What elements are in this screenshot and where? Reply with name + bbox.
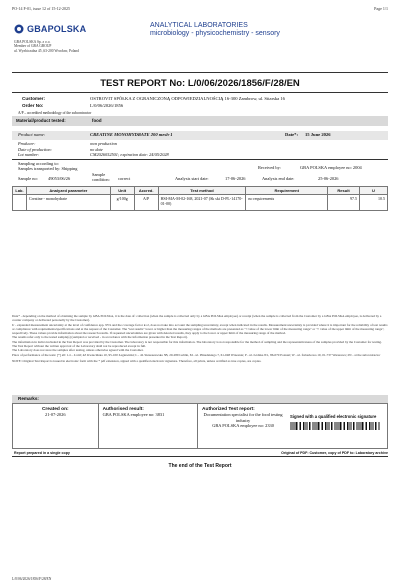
results-header-row <box>13 187 388 195</box>
cell-method: HSI-MA-M-02-168, 2021-07 (Sk ski D-PL-14170-01-00) <box>158 195 246 211</box>
customer-value: OSTROVIT SPÓŁKA Z OGRANICZONĄ ODPOWIEDZIALNOŚCIĄ 16-300 Zambrow, ul. Sitarska 16 <box>90 96 285 101</box>
notes-block <box>12 314 388 363</box>
authorised-label: Authorised result: <box>102 407 144 412</box>
col-result: Result <box>328 187 360 195</box>
received-label: Received by: <box>258 165 282 170</box>
analysis-end-label: Analysis end date: <box>262 176 295 181</box>
cell-unit: g/100g <box>110 195 134 211</box>
col-lab: Lab. <box>13 187 27 195</box>
note-original: NOTE: Original Test Report is issued in electronic form with the * pdf extension, signed with a qualified electronic signature. Therefore, all prints, unless certified as true copies, are copies. <box>12 358 262 363</box>
company-logo <box>14 24 86 34</box>
table-row <box>13 195 388 211</box>
divider <box>12 159 388 160</box>
original-pdf-note: Original of PDF: Customer, copy of PDF to: Laboratory archive <box>281 451 388 455</box>
lab-title-line1: ANALYTICAL LABORATORIES <box>150 22 248 29</box>
sampling-labels <box>18 161 77 172</box>
logo-text: GBAPOLSKA <box>27 24 87 34</box>
lab-title-line2: microbiology - physicochemistry - sensory <box>150 30 280 37</box>
cell-uncertainty: 10.5 <box>360 195 388 211</box>
logo-mark-icon <box>14 24 24 34</box>
col-accred: Accred. <box>134 187 158 195</box>
transport-value: Shipping <box>61 166 78 172</box>
created-label: Created on: <box>41 407 69 412</box>
note-results: The results refer only to the tested sample(s) (sampled or received - in accordance with the information presented in the Test Report). <box>12 335 188 340</box>
product-name-label: Product name: <box>18 132 46 137</box>
report-title: TEST REPORT No: L/0/06/2026/1856/F/28/EN <box>100 78 300 89</box>
authorized-report-role: Documentation specialist for the food testing industry <box>203 412 283 423</box>
material-label: Material/product tested: <box>16 118 66 123</box>
signature-barcode-icon <box>290 422 380 430</box>
page-number: Page 1/1 <box>374 6 388 11</box>
note-place: Place of performance of the tests: [*] all: 1-L - Łódź; 4Z Kwiecińska 10, 95-100 Łagiewniki; L - 4L Skrzeszewska 5B, 20-289 Lublin, M - ul. Piłsudskiego 7, 61-048 Wrzesnia; P - ul. Łódzka 8/1, 86-070 Poznań; W - ul. Żeberkowa 10, 01-737 Warszawa; 2N - at the subcontractor <box>12 352 381 357</box>
col-uncertainty: U <box>360 187 388 195</box>
note-uncertainty: U - expanded measurement uncertainty at the level of confidence app. 95% and the coverage factor k=2, does not take into account the sampling uncertainty, except when indicated in the results. Measurement uncertainty is provided where it is important for the reliability of test results or compliance with requirements/specifications and at the request of the Customer. The "test results" lower or higher than the measuring ranges of the methods are presented as "< value of the lower limit of the measuring range" or "> value of the upper limit of the measuring range", respectively. These values provide information about the research results. If requested uncertainties are given with detected results, they apply to the lower or upper limit of the measuring range of the method. <box>12 322 388 336</box>
end-of-report: The end of the Test Report <box>168 463 232 469</box>
authorised-cell <box>99 404 198 448</box>
product-name-value: CREATINE MONOHYDRATE 200 mesh-1 <box>90 132 173 137</box>
lot-number-label: Lot number: <box>18 152 40 157</box>
product-details-labels <box>18 141 52 158</box>
authorized-report-label: Authorized Test report: <box>202 407 255 412</box>
cell-parameter: Creatine - monohydrate <box>26 195 110 211</box>
product-date-value: 15 June 2026 <box>305 132 331 137</box>
authorized-report-employee: GBA POLSKA employee no: 2330 <box>212 423 274 429</box>
condition-value: correct <box>118 176 131 181</box>
company-address <box>14 40 134 53</box>
cell-result: 97.5 <box>328 195 360 211</box>
divider <box>12 456 388 457</box>
producer-value: own production <box>90 141 117 146</box>
footer-report-id: L/0/06/2026/1856/F/28/EN <box>12 577 52 581</box>
note-date: Date* - depending on the method of obtaining the sample by GBA POLSKA, it is the date of: collection (when the sample is collected only by a GBA POLSKA employee) or receipt (when the sample is collected from the Customer by a GBA POLSKA employee, is delivered by a courier company or delivered personally by the Customer). <box>12 314 382 323</box>
divider <box>12 72 388 73</box>
condition-label: Sample condition: <box>92 172 110 182</box>
remarks-band: Remarks: <box>12 395 388 403</box>
accreditation-note: A/P – accredited methodology of the subcontractor <box>18 111 92 115</box>
col-method: Test method <box>158 187 246 195</box>
order-label: Order No: <box>22 103 44 108</box>
note-storage: The Laboratory does not store the samples after testing, unless otherwise agreed with the Customer. <box>12 348 144 353</box>
col-parameter: Analyzed parameter <box>26 187 110 195</box>
sampling-label: Sampling according to: <box>18 161 59 166</box>
single-copy-note: Report prepared in a single copy <box>14 451 70 455</box>
producer-label: Producer: <box>18 141 36 146</box>
material-band <box>12 116 388 126</box>
created-value: 21-07-2026 <box>45 412 66 418</box>
note-italics: The information in italics included in the Test Report was provided by the Customer. The laboratory is not responsible for this information. The laboratory is not responsible for the method of sampling and the representativeness of the samples provided by the Customer for testing. <box>12 339 382 344</box>
analysis-start-label: Analysis start date: <box>175 176 209 181</box>
document-header <box>12 6 388 11</box>
lab-title <box>150 22 280 38</box>
sample-no-label: Sample no: <box>18 176 38 181</box>
cell-requirement: no requirements <box>246 195 328 211</box>
customer-label: Customer: <box>22 96 45 101</box>
cell-accred: A/P <box>134 195 158 211</box>
signatures-grid <box>12 403 388 449</box>
product-details-values <box>90 141 169 158</box>
address-line: ul. Wyzbiczalna 45 ,63-200 Wrocław, Poland <box>14 48 79 53</box>
doc-code: PO-14 F-01, issue 12 of 15-12-2025 <box>12 6 70 11</box>
col-unit: Unit <box>110 187 134 195</box>
signature-block <box>290 407 380 445</box>
divider <box>12 92 388 93</box>
material-value: food <box>92 118 102 123</box>
cell-lab <box>13 195 27 211</box>
order-value: L/0/06/2026/1856 <box>90 103 124 108</box>
transport-line: Samples transported by: Shipping <box>18 166 78 172</box>
authorized-report-info <box>202 407 284 445</box>
sample-no-value: 49053/06/26 <box>48 176 71 181</box>
authorised-value: GBA POLSKA employee no: 3831 <box>102 412 165 418</box>
created-cell <box>13 404 99 448</box>
note-reproduction: The Test Report without the written approval of the Laboratory shall not be reproduced except in full. <box>12 344 147 349</box>
address-line: Member of GBA GROUP <box>14 44 52 49</box>
col-requirement: Requirement <box>246 187 328 195</box>
production-date-value: no date <box>90 146 103 152</box>
signed-text: Signed with a qualified electronic signature <box>290 414 377 419</box>
address-line: GBA POLSKA Sp. z o.o. <box>14 40 51 44</box>
analysis-start-value: 17-06-2026 <box>225 176 246 181</box>
product-date-label: Date*: <box>285 132 299 137</box>
analysis-end-value: 25-06-2026 <box>318 176 339 181</box>
received-value: GBA POLSKA employee no: 2004 <box>300 165 362 170</box>
product-band <box>12 131 388 140</box>
authorized-report-cell <box>198 404 387 448</box>
lot-number-value: CM2026052501; expiration date: 24/05/2028 <box>90 152 169 157</box>
production-date-label: Date of production: <box>18 146 52 152</box>
results-table <box>12 186 388 211</box>
